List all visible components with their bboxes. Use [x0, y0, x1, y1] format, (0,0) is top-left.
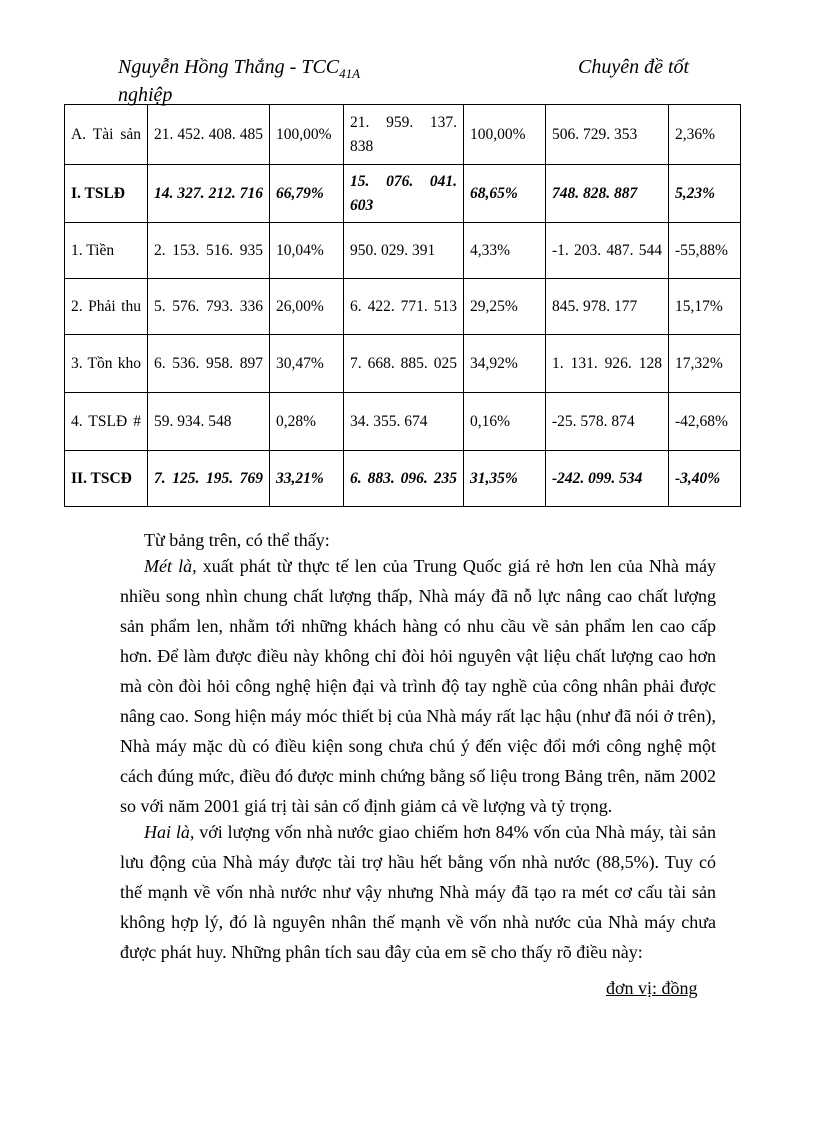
value-2002: 6. 883. 096. 235 [344, 451, 464, 507]
value-2002: 15. 076. 041. 603 [344, 165, 464, 223]
value-2001: 7. 125. 195. 769 [148, 451, 270, 507]
value-2001: 6. 536. 958. 897 [148, 335, 270, 393]
change-amount: -25. 578. 874 [546, 393, 669, 451]
paragraph-second-point [120, 817, 716, 967]
author-name: Nguyễn Hồng Thắng - $TCC_{41A}$ [118, 56, 361, 81]
table-row [65, 335, 741, 393]
value-2002: 7. 668. 885. 025 [344, 335, 464, 393]
table-row [65, 451, 741, 507]
change-rate: -42,68% [669, 393, 741, 451]
change-amount: 845. 978. 177 [546, 279, 669, 335]
second-point-text: với lượng vốn nhà nước giao chiếm hơn 84% vốn của Nhà máy, tài sản lưu động của Nhà máy được tài trợ hầu hết bằng vốn nhà nước (88,5%). Tuy có thế mạnh về vốn nhà nước như vậy nhưng Nhà máy đã tạo ra mét cơ cấu tài sản không hợp lý, đó là nguyên nhân thế mạnh về vốn nhà nước của Nhà máy chưa được phát huy. Những phân tích sau đây của em sẽ cho thấy rõ điều này: [120, 822, 716, 962]
row-label: 1. Tiền [65, 223, 148, 279]
value-2002: 6. 422. 771. 513 [344, 279, 464, 335]
change-rate: -55,88% [669, 223, 741, 279]
value-2002: 34. 355. 674 [344, 393, 464, 451]
first-point-lead: Mét là, [144, 556, 197, 576]
asset-structure-table [64, 104, 741, 507]
change-amount: 506. 729. 353 [546, 105, 669, 165]
change-rate: 17,32% [669, 335, 741, 393]
value-2002: 21. 959. 137. 838 [344, 105, 464, 165]
share-2002: 0,16% [464, 393, 546, 451]
share-2002: 4,33% [464, 223, 546, 279]
change-rate: 5,23% [669, 165, 741, 223]
document-title: Chuyên đề tốt [578, 56, 690, 78]
table-row [65, 165, 741, 223]
share-2001: 33,21% [270, 451, 344, 507]
share-2002: 31,35% [464, 451, 546, 507]
value-2001: 59. 934. 548 [148, 393, 270, 451]
change-rate: 15,17% [669, 279, 741, 335]
change-rate: 2,36% [669, 105, 741, 165]
share-2002: 29,25% [464, 279, 546, 335]
document-title-continued: nghiệp [118, 84, 173, 106]
second-point-lead: Hai là, [144, 822, 195, 842]
share-2002: 100,00% [464, 105, 546, 165]
value-2001: 2. 153. 516. 935 [148, 223, 270, 279]
value-2001: 14. 327. 212. 716 [148, 165, 270, 223]
share-2002: 34,92% [464, 335, 546, 393]
change-rate: -3,40% [669, 451, 741, 507]
table-row [65, 105, 741, 165]
change-amount: -242. 099. 534 [546, 451, 669, 507]
value-2001: 5. 576. 793. 336 [148, 279, 270, 335]
value-2002: 950. 029. 391 [344, 223, 464, 279]
share-2002: 68,65% [464, 165, 546, 223]
row-label: A. Tài sản [65, 105, 148, 165]
change-amount: -1. 203. 487. 544 [546, 223, 669, 279]
first-point-text: xuất phát từ thực tế len của Trung Quốc giá rẻ hơn len của Nhà máy nhiều song nhìn chung chất lượng thấp, Nhà máy đã nỗ lực nâng cao chất lượng sản phẩm len, nhằm tới những khách hàng có nhu cầu về sản phẩm len cao cấp hơn. Để làm được điều này không chỉ đòi hỏi nguyên vật liệu chất lượng cao hơn mà còn đòi hỏi công nghệ hiện đại và trình độ tay nghề của công nhân phải được nâng cao. Song hiện máy móc thiết bị của Nhà máy rất lạc hậu (như đã nói ở trên), Nhà máy mặc dù có điều kiện song chưa chú ý đến việc đổi mới công nghệ một cách đúng mức, điều đó được minh chứng bằng số liệu trong Bảng trên, năm 2002 so với năm 2001 giá trị tài sản cố định giảm cả về lượng và tỷ trọng. [120, 556, 716, 816]
class-subscript: 41A [339, 66, 361, 81]
intro-text: Từ bảng trên, có thể thấy: [144, 530, 330, 550]
value-2001: 21. 452. 408. 485 [148, 105, 270, 165]
share-2001: 10,04% [270, 223, 344, 279]
row-label: II. TSCĐ [65, 451, 148, 507]
unit-note: đơn vị: đồng [606, 978, 698, 998]
row-label: 3. Tồn kho [65, 335, 148, 393]
row-label: I. TSLĐ [65, 165, 148, 223]
share-2001: 66,79% [270, 165, 344, 223]
share-2001: 100,00% [270, 105, 344, 165]
row-label: 2. Phải thu [65, 279, 148, 335]
table-row [65, 393, 741, 451]
share-2001: 26,00% [270, 279, 344, 335]
share-2001: 30,47% [270, 335, 344, 393]
row-label: 4. TSLĐ # [65, 393, 148, 451]
change-amount: 748. 828. 887 [546, 165, 669, 223]
table-row [65, 223, 741, 279]
table-row [65, 279, 741, 335]
change-amount: 1. 131. 926. 128 [546, 335, 669, 393]
share-2001: 0,28% [270, 393, 344, 451]
paragraph-first-point [120, 551, 716, 821]
